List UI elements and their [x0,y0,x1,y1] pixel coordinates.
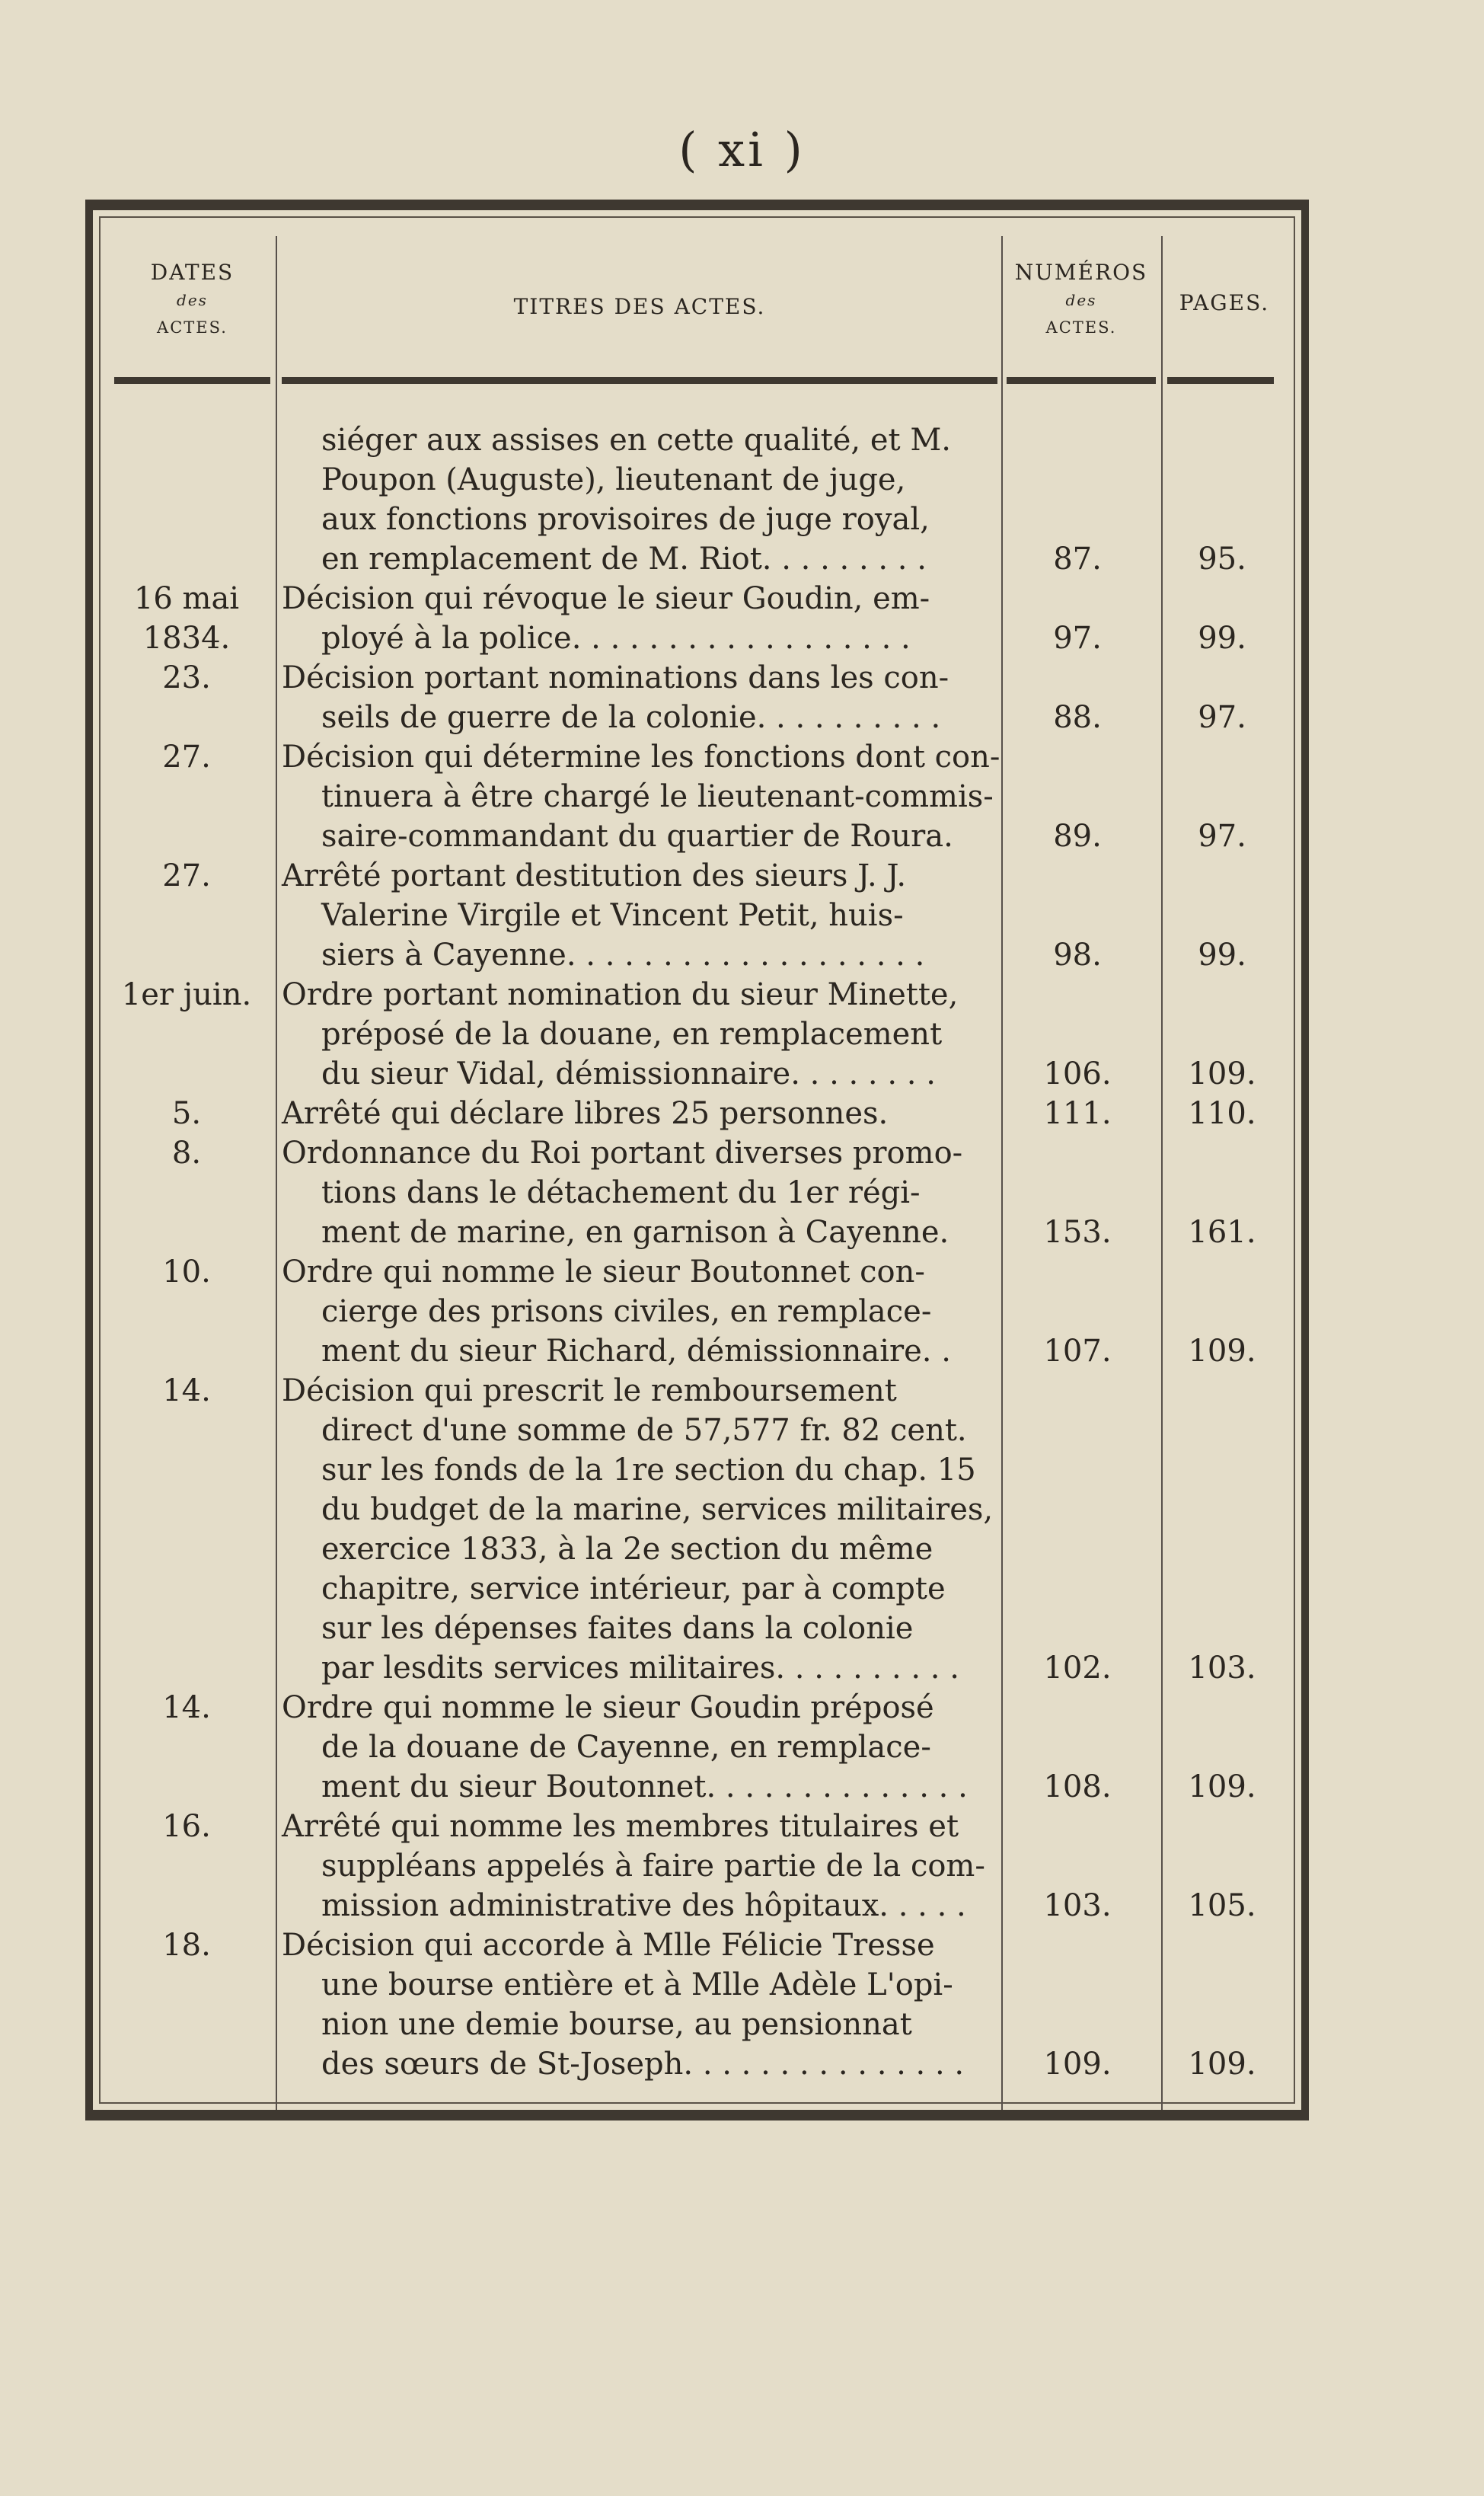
entry-title-line: mission administrative des hôpitaux. . . . . [321,1888,966,1923]
entry-number: 106. [1043,1056,1112,1091]
entry-date: 27. [162,858,211,893]
entry-title-line: exercice 1833, à la 2e section du même [321,1532,933,1567]
entry-title-line: Valerine Virgile et Vincent Petit, huis- [321,898,904,933]
header-numbers: NUMÉROS des ACTES. [1014,260,1148,337]
entry-date: 14. [162,1690,211,1725]
entry-title-line: de la douane de Cayenne, en remplace- [321,1730,931,1765]
entry-number: 98. [1053,938,1102,973]
entry-title-line: tinuera à être chargé le lieutenant-commis- [321,779,994,814]
entry-title-line: siéger aux assises en cette qualité, et M. [321,423,951,458]
entry-page: 97. [1198,700,1246,735]
entry-number: 88. [1053,700,1102,735]
entry-page: 110. [1188,1096,1256,1131]
entry-title-line: chapitre, service intérieur, par à compte [321,1571,946,1606]
entry-page: 109. [1188,1769,1256,1804]
header-titles: TITRES DES ACTES. [513,294,766,319]
entry-number: 107. [1043,1334,1112,1369]
entry-title-line: seils de guerre de la colonie. . . . . . . . . . [321,700,941,735]
entry-page: 103. [1188,1651,1256,1686]
entry-page: 99. [1198,938,1246,973]
entry-number: 153. [1043,1215,1112,1250]
entry-date: 1er juin. [121,977,252,1012]
entry-title-line: du sieur Vidal, démissionnaire. . . . . . . . [321,1056,936,1091]
entry-title-line: ment du sieur Boutonnet. . . . . . . . . . . . . . [321,1769,968,1804]
entry-title-line: Décision qui accorde à Mlle Félicie Tresse [282,1928,935,1963]
entry-title-line: tions dans le détachement du 1er régi- [321,1175,921,1210]
entry-date: 16. [162,1809,211,1844]
entry-title-line: Décision portant nominations dans les con- [282,660,949,695]
entry-title-line: Ordre portant nomination du sieur Minette, [282,977,959,1012]
page-number: ( xi ) [678,122,806,177]
entry-number: 87. [1053,542,1102,577]
entry-title [282,1252,1005,1371]
entry-title-line: en remplacement de M. Riot. . . . . . . . . [321,542,927,577]
entry-title-line: cierge des prisons civiles, en remplace- [321,1294,932,1329]
entry-number: 108. [1043,1769,1112,1804]
entry-page: 99. [1198,621,1246,656]
entry-title [282,1371,1005,1688]
entry-date: 27. [162,740,211,775]
entry-page: 109. [1188,1056,1256,1091]
entry-title-line: des sœurs de St-Joseph. . . . . . . . . . . . . . . [321,2047,965,2082]
entry-title [282,856,1005,975]
entry-title-line: aux fonctions provisoires de juge royal, [321,502,930,537]
header-rule [114,377,270,384]
entry-page: 161. [1188,1215,1256,1250]
entry-title-line: Ordre qui nomme le sieur Goudin préposé [282,1690,934,1725]
entry-date: 16 mai 1834. [133,581,240,656]
entry-number: 103. [1043,1888,1112,1923]
entry-date: 14. [162,1373,211,1408]
entry-title-line: suppléans appelés à faire partie de la com- [321,1849,985,1884]
entry-title [282,1688,1005,1807]
entry-title [282,420,1005,579]
header-pages: PAGES. [1179,290,1270,315]
entry-title-line: siers à Cayenne. . . . . . . . . . . . . . . . . . . [321,938,925,973]
header-dates: DATES des ACTES. [150,260,235,337]
entry-number: 89. [1053,819,1102,854]
entry-number: 97. [1053,621,1102,656]
entry-title-line: ment de marine, en garnison à Cayenne. [321,1215,949,1250]
entry-title-line: du budget de la marine, services militaires, [321,1492,994,1527]
entry-date: 5. [171,1096,202,1131]
entry-title-line: ment du sieur Richard, démissionnaire. . [321,1334,951,1369]
entry-title-line: direct d'une somme de 57,577 fr. 82 cent. [321,1413,967,1448]
header-rule [1007,377,1156,384]
entry-date: 18. [162,1928,211,1963]
entry-number: 111. [1043,1096,1112,1131]
entry-title [282,1807,1005,1926]
entry-date: 23. [162,660,211,695]
entry-page: 95. [1198,542,1246,577]
entry-number: 102. [1043,1651,1112,1686]
entry-date: 10. [162,1254,211,1290]
entry-title-line: saire-commandant du quartier de Roura. [321,819,953,854]
entry-title-line: ployé à la police. . . . . . . . . . . . . . . . . . [321,621,911,656]
entry-title-line: préposé de la douane, en remplacement [321,1017,943,1052]
entry-title-line: Décision qui prescrit le remboursement [282,1373,897,1408]
entry-title-line: Arrêté qui déclare libres 25 personnes. [282,1096,889,1131]
entry-title-line: nion une demie bourse, au pensionnat [321,2007,912,2042]
column-divider [276,236,277,2110]
entry-title-line: Ordonnance du Roi portant diverses promo- [282,1136,963,1171]
entry-title [282,1926,1005,2084]
entry-title-line: Ordre qui nomme le sieur Boutonnet con- [282,1254,925,1290]
entry-title-line: par lesdits services militaires. . . . . . . . . . [321,1651,959,1686]
entry-title-line: Décision qui détermine les fonctions dont con- [282,740,1001,775]
entry-number: 109. [1043,2047,1112,2082]
entry-title-line: sur les dépenses faites dans la colonie [321,1611,914,1646]
entry-title-line: Arrêté portant destitution des sieurs J. J. [282,858,907,893]
header-rule [1167,377,1274,384]
entry-page: 109. [1188,2047,1256,2082]
entry-title [282,658,1005,737]
entry-title [282,579,1005,658]
column-divider [1161,236,1163,2110]
entry-page: 97. [1198,819,1246,854]
entry-page: 109. [1188,1334,1256,1369]
entry-title-line: sur les fonds de la 1re section du chap. 15 [321,1453,976,1488]
header-rule [282,377,997,384]
entry-title-line: Décision qui révoque le sieur Goudin, em- [282,581,930,616]
entry-title-line: Poupon (Auguste), lieutenant de juge, [321,462,906,497]
entry-title [282,737,1005,856]
entry-title [282,975,1005,1094]
entry-title [282,1094,1005,1133]
entry-date: 8. [171,1136,202,1171]
entry-title-line: Arrêté qui nomme les membres titulaires et [282,1809,959,1844]
entry-title [282,1133,1005,1252]
entry-title-line: une bourse entière et à Mlle Adèle L'opi- [321,1967,953,2002]
entry-page: 105. [1188,1888,1256,1923]
